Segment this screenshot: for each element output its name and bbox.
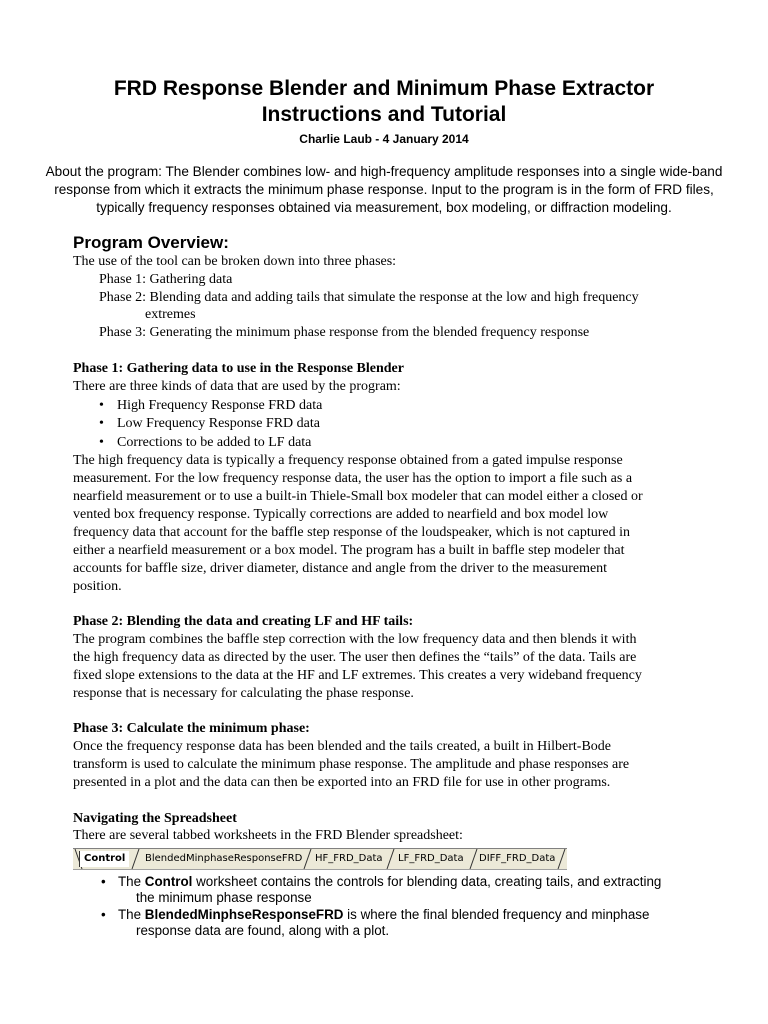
tab-diff-frd-data[interactable]: DIFF_FRD_Data bbox=[479, 853, 556, 864]
overview-intro: The use of the tool can be broken down into three phases: bbox=[73, 254, 397, 269]
phase1-bullet: • High Frequency Response FRD data bbox=[99, 398, 323, 413]
author-date: Charlie Laub - 4 January 2014 bbox=[299, 132, 469, 146]
tab-separator-icon bbox=[469, 849, 479, 869]
tab-separator-icon bbox=[131, 849, 141, 869]
bullet-icon: • bbox=[99, 416, 104, 431]
overview-phase2: Phase 2: Blending data and adding tails that simulate the response at the low and high frequency bbox=[99, 290, 639, 305]
phase2-body: The program combines the baffle step correction with the low frequency data and then blends it with the high frequency data as directed by the user. The user then defines the “tails” of the data. Tails are fixed slope extensions to the data at the HF and LF extremes. This creates a very wideband frequency response that is necessary for calculating the phase response. bbox=[73, 632, 642, 701]
phase3-body: Once the frequency response data has been blended and the tails created, a built in Hilbert-Bode transform is used to calculate the minimum phase response. The amplitude and phase responses are presented in a plot and the data can then be exported into an FRD file for use in other programs. bbox=[73, 739, 630, 790]
bullet-icon: • bbox=[99, 398, 104, 413]
control-bullet: • The Control worksheet contains the controls for blending data, creating tails, and extracting the minimum phase response bbox=[101, 874, 662, 905]
tab-separator-icon bbox=[557, 849, 567, 869]
tab-control[interactable]: Control bbox=[79, 851, 129, 867]
phase2-heading: Phase 2: Blending the data and creating LF and HF tails: bbox=[73, 614, 414, 629]
phase3-heading: Phase 3: Calculate the minimum phase: bbox=[73, 721, 310, 736]
tab-separator-icon bbox=[386, 849, 396, 869]
overview-phase1: Phase 1: Gathering data bbox=[99, 272, 233, 287]
tab-blended-minphase-response-frd[interactable]: BlendedMinphaseResponseFRD bbox=[145, 853, 303, 864]
phase1-intro: There are three kinds of data that are used by the program: bbox=[73, 379, 401, 394]
navigating-intro: There are several tabbed worksheets in the FRD Blender spreadsheet: bbox=[73, 828, 463, 843]
title-line2: Instructions and Tutorial bbox=[261, 103, 507, 126]
phase1-heading: Phase 1: Gathering data to use in the Response Blender bbox=[73, 361, 404, 376]
blended-bullet: • The BlendedMinphseResponseFRD is where the final blended frequency and minphase response data are found, along with a plot. bbox=[101, 907, 650, 938]
overview-phase2-cont: extremes bbox=[145, 307, 196, 322]
tab-hf-frd-data[interactable]: HF_FRD_Data bbox=[315, 853, 383, 864]
phase1-bullet: • Corrections to be added to LF data bbox=[99, 435, 312, 450]
title-line1: FRD Response Blender and Minimum Phase Extractor bbox=[113, 77, 655, 100]
phase1-body: The high frequency data is typically a frequency response obtained from a gated impulse response measurement. For the low frequency response data, the user has the option to import a file such as a nearfield measurement or to use a built-in Thiele-Small box modeler that can model either a closed or vented box frequency response. Typically corrections are added to nearfield and box model low frequency data that account for the baffle step response of the loudspeaker, which is not captured in either a nearfield measurement or a box model. The program has a built in baffle step modeler that accounts for baffle size, driver diameter, distance and angle from the driver to the measurement position. bbox=[73, 453, 643, 594]
tab-lf-frd-data[interactable]: LF_FRD_Data bbox=[398, 853, 464, 864]
overview-heading: Program Overview: bbox=[73, 233, 229, 252]
about-paragraph: About the program: The Blender combines low- and high-frequency amplitude responses into a single wide-band response from which it extracts the minimum phase response. Input to the program is in the form of FRD files, typically frequency responses obtained via measurement, box modeling, or diffraction modeling. bbox=[45, 164, 723, 215]
overview-phase3: Phase 3: Generating the minimum phase response from the blended frequency response bbox=[99, 325, 590, 340]
worksheet-tab-bar bbox=[73, 848, 567, 870]
navigating-heading: Navigating the Spreadsheet bbox=[73, 811, 237, 826]
bullet-icon: • bbox=[99, 435, 104, 450]
bullet-icon: • bbox=[101, 874, 106, 889]
tab-separator-icon bbox=[303, 849, 313, 869]
bullet-icon: • bbox=[101, 907, 106, 922]
phase1-bullet: • Low Frequency Response FRD data bbox=[99, 416, 320, 431]
